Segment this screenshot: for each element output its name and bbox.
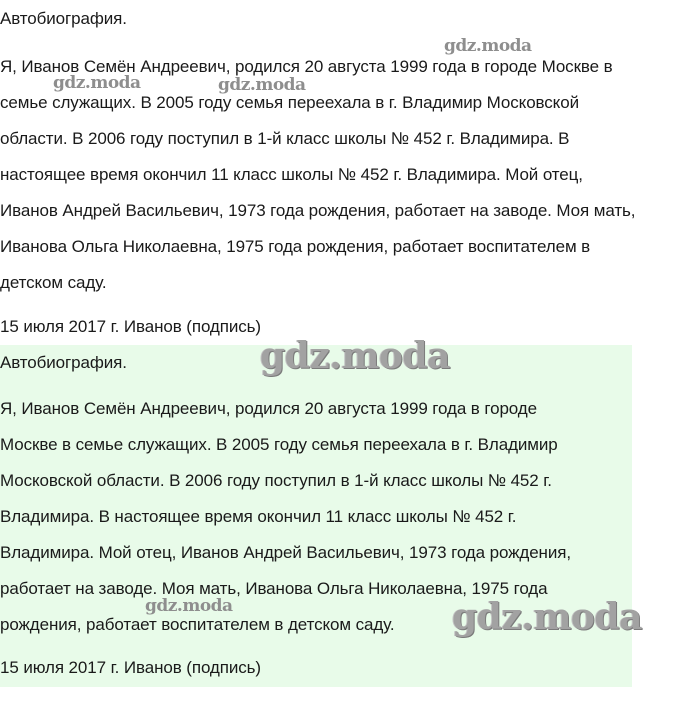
text-line: Московской области. В 2006 году поступил в 1-й класс школы № 452 г. xyxy=(0,471,552,490)
watermark: gdz.moda xyxy=(218,75,306,95)
text-line: области. В 2006 году поступил в 1-й класс школы № 452 г. Владимира. В xyxy=(0,129,570,148)
watermark: gdz.moda xyxy=(444,36,532,56)
text-line: Я, Иванов Семён Андреевич, родился 20 августа 1999 года в городе Москве в xyxy=(0,57,613,76)
text-line: Иванов Андрей Васильевич, 1973 года рождения, работает на заводе. Моя мать, xyxy=(0,201,636,220)
text-line: Владимира. В настоящее время окончил 11 класс школы № 452 г. xyxy=(0,507,517,526)
text-line: работает на заводе. Моя мать, Иванова Ольга Николаевна, 1975 года xyxy=(0,579,548,598)
doc-title: Автобиография. xyxy=(0,353,127,372)
watermark: gdz.moda xyxy=(53,73,141,93)
text-line: Москве в семье служащих. В 2005 году семья переехала в г. Владимир xyxy=(0,435,558,454)
watermark: gdz.moda xyxy=(145,596,233,616)
text-line: детском саду. xyxy=(0,273,107,292)
signature-line: 15 июля 2017 г. Иванов (подпись) xyxy=(0,317,261,336)
signature-line: 15 июля 2017 г. Иванов (подпись) xyxy=(0,658,261,677)
doc-title: Автобиография. xyxy=(0,9,127,28)
watermark: gdz.moda xyxy=(452,596,642,638)
text-line: рождения, работает воспитателем в детском саду. xyxy=(0,615,395,634)
text-line: семье служащих. В 2005 году семья переехала в г. Владимир Московской xyxy=(0,93,579,112)
text-line: настоящее время окончил 11 класс школы № 452 г. Владимира. Мой отец, xyxy=(0,165,583,184)
text-line: Владимира. Мой отец, Иванов Андрей Васильевич, 1973 года рождения, xyxy=(0,543,571,562)
text-line: Иванова Ольга Николаевна, 1975 года рождения, работает воспитателем в xyxy=(0,237,591,256)
text-line: Я, Иванов Семён Андреевич, родился 20 августа 1999 года в городе xyxy=(0,399,537,418)
watermark: gdz.moda xyxy=(260,335,450,377)
